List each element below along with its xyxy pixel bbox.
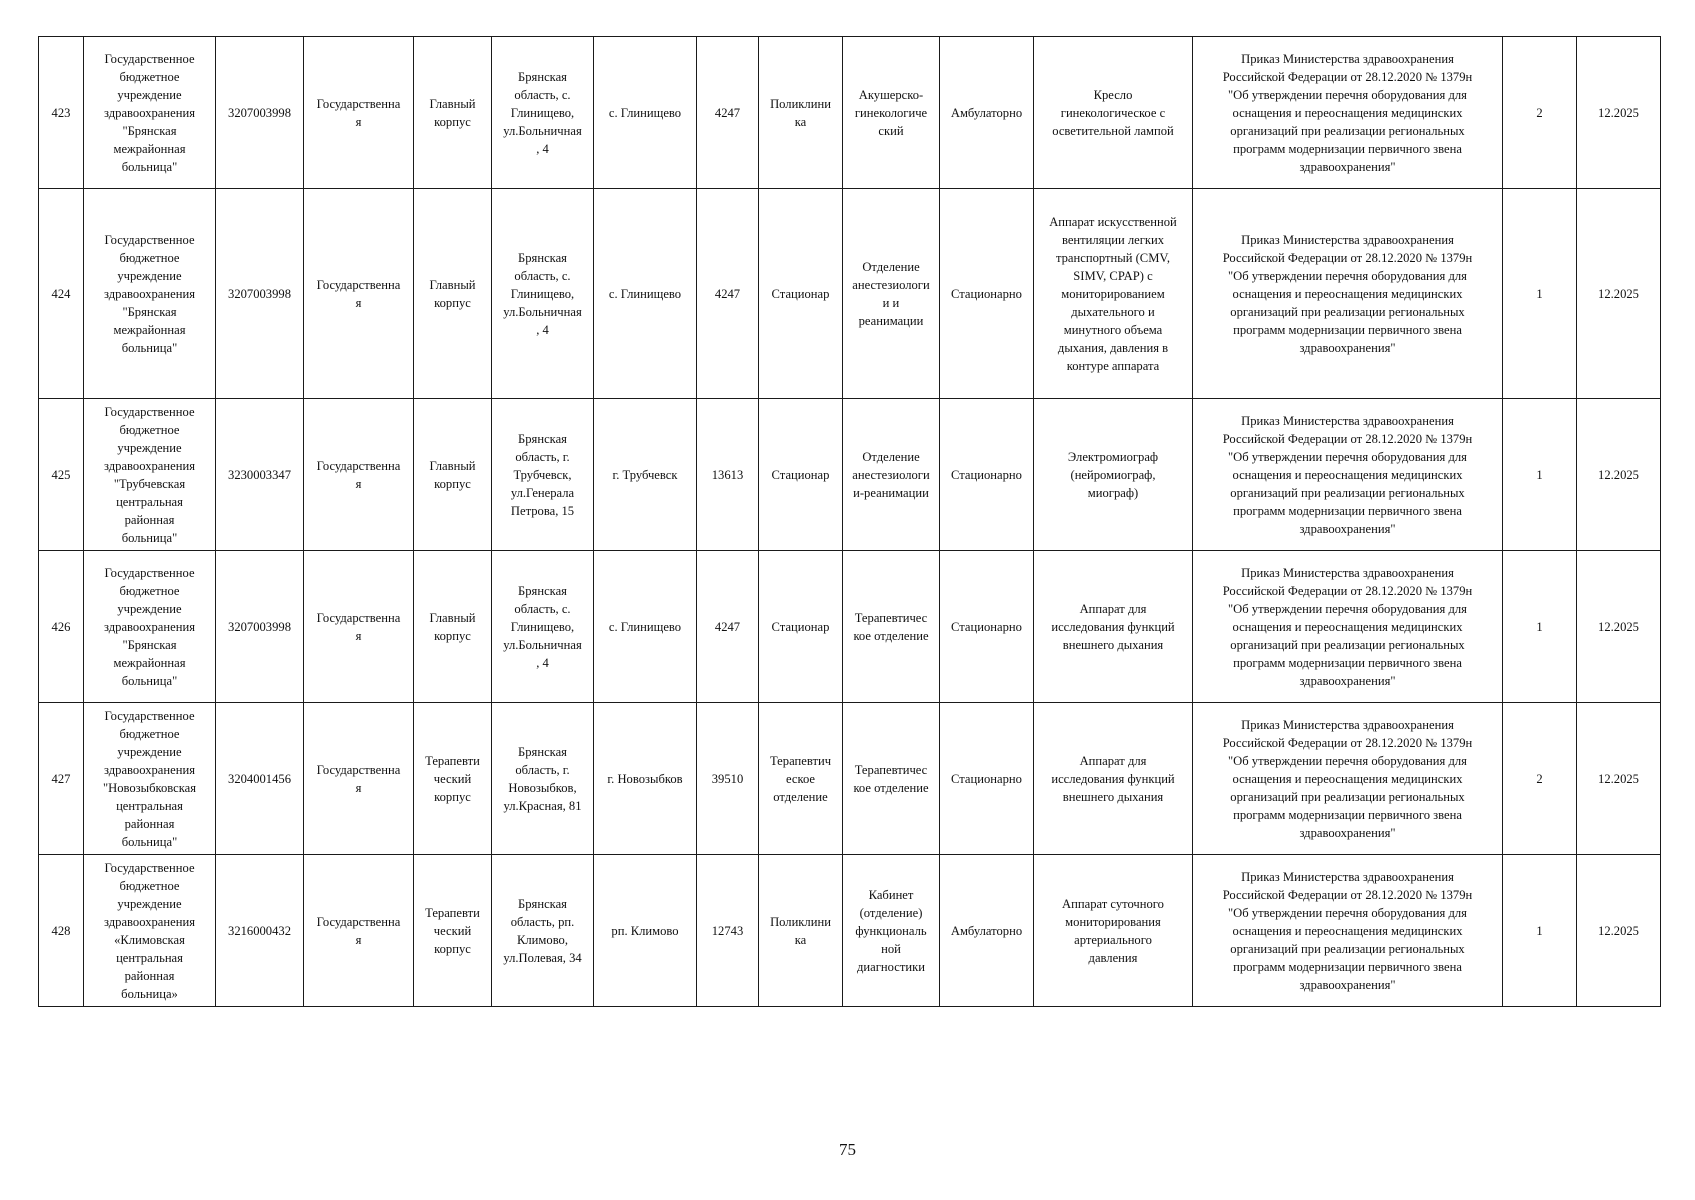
unit-type-cell: Стационар — [759, 399, 843, 551]
legal-basis-cell: Приказ Министерства здравоохранения Российской Федерации от 28.12.2020 № 1379н "Об утверждении перечня оборудования для оснащения и переоснащения медицинских организаций при реализации региональных программ модернизации первичного звена здравоохранения" — [1193, 37, 1503, 189]
quantity-cell: 2 — [1503, 37, 1577, 189]
unit-type-cell: Стационар — [759, 551, 843, 703]
population-cell: 39510 — [697, 703, 759, 855]
building-name-cell: Главный корпус — [414, 189, 492, 399]
settlement-cell: рп. Климово — [594, 855, 697, 1007]
table-row — [39, 399, 1661, 551]
inn-code-cell: 3230003347 — [216, 399, 304, 551]
building-name-cell: Главный корпус — [414, 551, 492, 703]
row-number-cell: 427 — [39, 703, 84, 855]
institution-name-cell: Государственное бюджетное учреждение здравоохранения "Брянская межрайонная больница" — [84, 551, 216, 703]
inn-code-cell: 3204001456 — [216, 703, 304, 855]
deadline-cell: 12.2025 — [1577, 399, 1661, 551]
department-cell: Терапевтичес кое отделение — [843, 551, 940, 703]
department-cell: Отделение анестезиологи и и реанимации — [843, 189, 940, 399]
care-form-cell: Амбулаторно — [940, 37, 1034, 189]
care-form-cell: Амбулаторно — [940, 855, 1034, 1007]
institution-name-cell: Государственное бюджетное учреждение здравоохранения "Новозыбковская центральная районная больница" — [84, 703, 216, 855]
table-row — [39, 37, 1661, 189]
quantity-cell: 1 — [1503, 399, 1577, 551]
care-form-cell: Стационарно — [940, 703, 1034, 855]
deadline-cell: 12.2025 — [1577, 37, 1661, 189]
unit-type-cell: Поликлини ка — [759, 855, 843, 1007]
address-cell: Брянская область, рп. Климово, ул.Полевая, 34 — [492, 855, 594, 1007]
ownership-form-cell: Государственна я — [304, 551, 414, 703]
deadline-cell: 12.2025 — [1577, 551, 1661, 703]
table-body — [39, 37, 1661, 1007]
row-number-cell: 425 — [39, 399, 84, 551]
care-form-cell: Стационарно — [940, 189, 1034, 399]
equipment-name-cell: Аппарат для исследования функций внешнего дыхания — [1034, 551, 1193, 703]
legal-basis-cell: Приказ Министерства здравоохранения Российской Федерации от 28.12.2020 № 1379н "Об утверждении перечня оборудования для оснащения и переоснащения медицинских организаций при реализации региональных программ модернизации первичного звена здравоохранения" — [1193, 399, 1503, 551]
population-cell: 4247 — [697, 189, 759, 399]
settlement-cell: г. Трубчевск — [594, 399, 697, 551]
inn-code-cell: 3207003998 — [216, 189, 304, 399]
table-row — [39, 855, 1661, 1007]
care-form-cell: Стационарно — [940, 399, 1034, 551]
unit-type-cell: Поликлини ка — [759, 37, 843, 189]
institution-name-cell: Государственное бюджетное учреждение здравоохранения "Брянская межрайонная больница" — [84, 189, 216, 399]
quantity-cell: 1 — [1503, 855, 1577, 1007]
equipment-name-cell: Аппарат для исследования функций внешнего дыхания — [1034, 703, 1193, 855]
row-number-cell: 426 — [39, 551, 84, 703]
row-number-cell: 428 — [39, 855, 84, 1007]
address-cell: Брянская область, г. Новозыбков, ул.Красная, 81 — [492, 703, 594, 855]
inn-code-cell: 3207003998 — [216, 37, 304, 189]
building-name-cell: Главный корпус — [414, 37, 492, 189]
address-cell: Брянская область, с. Глинищево, ул.Больничная , 4 — [492, 551, 594, 703]
ownership-form-cell: Государственна я — [304, 189, 414, 399]
unit-type-cell: Терапевтич еское отделение — [759, 703, 843, 855]
equipment-table — [38, 36, 1661, 1007]
settlement-cell: с. Глинищево — [594, 189, 697, 399]
equipment-name-cell: Аппарат искусственной вентиляции легких транспортный (CMV, SIMV, CPAP) с мониторированием дыхательного и минутного объема дыхания, давления в контуре аппарата — [1034, 189, 1193, 399]
quantity-cell: 2 — [1503, 703, 1577, 855]
table-row — [39, 189, 1661, 399]
row-number-cell: 424 — [39, 189, 84, 399]
page-number: 75 — [839, 1140, 856, 1159]
equipment-name-cell: Кресло гинекологическое с осветительной лампой — [1034, 37, 1193, 189]
building-name-cell: Терапевти ческий корпус — [414, 855, 492, 1007]
institution-name-cell: Государственное бюджетное учреждение здравоохранения "Брянская межрайонная больница" — [84, 37, 216, 189]
building-name-cell: Терапевти ческий корпус — [414, 703, 492, 855]
deadline-cell: 12.2025 — [1577, 855, 1661, 1007]
table-row — [39, 703, 1661, 855]
population-cell: 13613 — [697, 399, 759, 551]
inn-code-cell: 3216000432 — [216, 855, 304, 1007]
row-number-cell: 423 — [39, 37, 84, 189]
settlement-cell: с. Глинищево — [594, 37, 697, 189]
institution-name-cell: Государственное бюджетное учреждение здравоохранения "Трубчевская центральная районная больница" — [84, 399, 216, 551]
address-cell: Брянская область, с. Глинищево, ул.Больничная , 4 — [492, 189, 594, 399]
quantity-cell: 1 — [1503, 551, 1577, 703]
ownership-form-cell: Государственна я — [304, 855, 414, 1007]
settlement-cell: г. Новозыбков — [594, 703, 697, 855]
department-cell: Терапевтичес кое отделение — [843, 703, 940, 855]
ownership-form-cell: Государственна я — [304, 703, 414, 855]
equipment-name-cell: Аппарат суточного мониторирования артериального давления — [1034, 855, 1193, 1007]
building-name-cell: Главный корпус — [414, 399, 492, 551]
institution-name-cell: Государственное бюджетное учреждение здравоохранения «Климовская центральная районная больница» — [84, 855, 216, 1007]
quantity-cell: 1 — [1503, 189, 1577, 399]
unit-type-cell: Стационар — [759, 189, 843, 399]
address-cell: Брянская область, г. Трубчевск, ул.Генерала Петрова, 15 — [492, 399, 594, 551]
deadline-cell: 12.2025 — [1577, 703, 1661, 855]
legal-basis-cell: Приказ Министерства здравоохранения Российской Федерации от 28.12.2020 № 1379н "Об утверждении перечня оборудования для оснащения и переоснащения медицинских организаций при реализации региональных программ модернизации первичного звена здравоохранения" — [1193, 855, 1503, 1007]
population-cell: 4247 — [697, 37, 759, 189]
legal-basis-cell: Приказ Министерства здравоохранения Российской Федерации от 28.12.2020 № 1379н "Об утверждении перечня оборудования для оснащения и переоснащения медицинских организаций при реализации региональных программ модернизации первичного звена здравоохранения" — [1193, 703, 1503, 855]
settlement-cell: с. Глинищево — [594, 551, 697, 703]
department-cell: Акушерско- гинекологиче ский — [843, 37, 940, 189]
address-cell: Брянская область, с. Глинищево, ул.Больничная , 4 — [492, 37, 594, 189]
inn-code-cell: 3207003998 — [216, 551, 304, 703]
legal-basis-cell: Приказ Министерства здравоохранения Российской Федерации от 28.12.2020 № 1379н "Об утверждении перечня оборудования для оснащения и переоснащения медицинских организаций при реализации региональных программ модернизации первичного звена здравоохранения" — [1193, 551, 1503, 703]
equipment-name-cell: Электромиограф (нейромиограф, миограф) — [1034, 399, 1193, 551]
deadline-cell: 12.2025 — [1577, 189, 1661, 399]
population-cell: 12743 — [697, 855, 759, 1007]
ownership-form-cell: Государственна я — [304, 37, 414, 189]
legal-basis-cell: Приказ Министерства здравоохранения Российской Федерации от 28.12.2020 № 1379н "Об утверждении перечня оборудования для оснащения и переоснащения медицинских организаций при реализации региональных программ модернизации первичного звена здравоохранения" — [1193, 189, 1503, 399]
department-cell: Кабинет (отделение) функциональ ной диагностики — [843, 855, 940, 1007]
table-row — [39, 551, 1661, 703]
care-form-cell: Стационарно — [940, 551, 1034, 703]
population-cell: 4247 — [697, 551, 759, 703]
ownership-form-cell: Государственна я — [304, 399, 414, 551]
department-cell: Отделение анестезиологи и-реанимации — [843, 399, 940, 551]
